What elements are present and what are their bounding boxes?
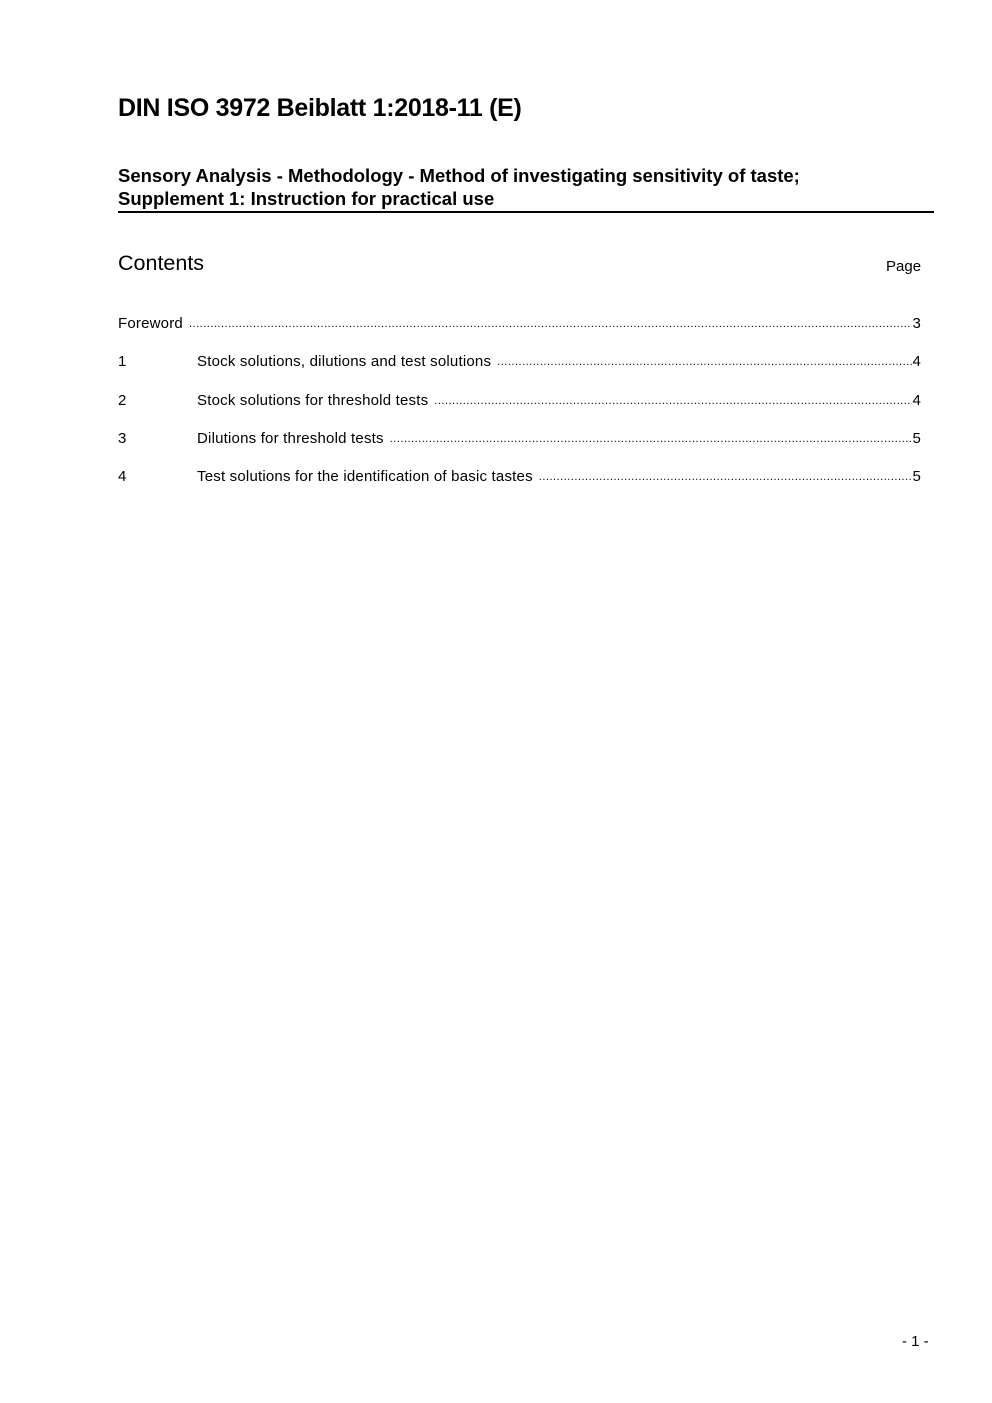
toc-entry-page: 4 xyxy=(912,353,921,371)
toc-entry-page: 4 xyxy=(912,391,921,409)
toc-entry-number: 4 xyxy=(118,468,127,486)
toc-dot-leader xyxy=(189,318,912,330)
contents-heading: Contents xyxy=(118,251,205,275)
toc-entry-3[interactable] xyxy=(118,430,921,468)
toc-entry-foreword[interactable] xyxy=(118,315,921,353)
toc-dot-leader xyxy=(497,356,912,368)
subtitle-line-2: Supplement 1: Instruction for practical use xyxy=(118,188,495,209)
toc-entry-title: Stock solutions, dilutions and test solutions xyxy=(197,353,492,371)
toc-entry-title: Test solutions for the identification of basic tastes xyxy=(197,468,533,486)
table-of-contents xyxy=(118,315,921,506)
toc-dot-leader xyxy=(434,395,912,407)
toc-entry-2[interactable] xyxy=(118,392,921,430)
page-column-label: Page xyxy=(886,258,922,275)
page-number: - 1 - xyxy=(902,1333,929,1350)
toc-entry-page: 3 xyxy=(912,315,921,332)
document-subtitle xyxy=(118,164,934,213)
toc-entry-page: 5 xyxy=(912,468,921,486)
toc-entry-1[interactable] xyxy=(118,353,921,391)
subtitle-line-1: Sensory Analysis - Methodology - Method of investigating sensitivity of taste; xyxy=(118,165,800,186)
toc-entry-4[interactable] xyxy=(118,468,921,506)
toc-entry-number: 3 xyxy=(118,429,127,447)
toc-entry-number: 1 xyxy=(118,353,127,371)
document-title: DIN ISO 3972 Beiblatt 1:2018-11 (E) xyxy=(118,94,522,122)
toc-dot-leader xyxy=(390,433,913,445)
toc-entry-page: 5 xyxy=(912,429,921,447)
toc-entry-title: Stock solutions for threshold tests xyxy=(197,391,429,409)
toc-entry-title: Dilutions for threshold tests xyxy=(197,429,384,447)
toc-entry-number: 2 xyxy=(118,391,127,409)
toc-dot-leader xyxy=(539,471,913,483)
toc-entry-title: Foreword xyxy=(118,315,183,332)
